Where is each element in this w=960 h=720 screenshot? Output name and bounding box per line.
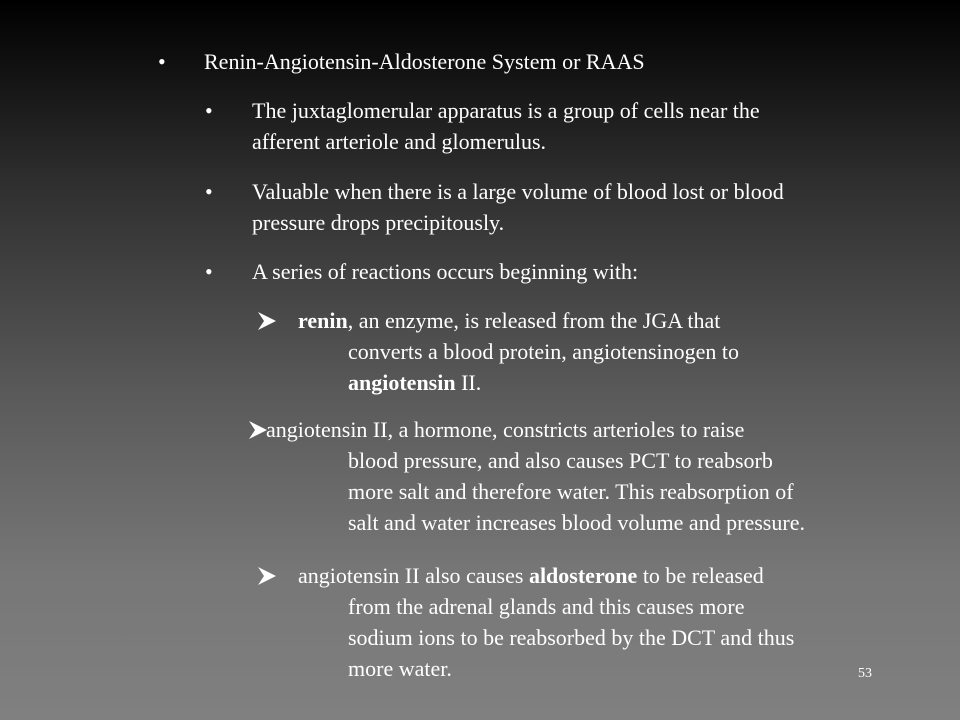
reaction-3-line-1 bbox=[298, 560, 794, 591]
point-1-line-2: afferent arteriole and glomerulus. bbox=[252, 129, 547, 154]
point-1-line-1: The juxtaglomerular apparatus is a group of cells near the bbox=[252, 98, 760, 123]
aldosterone-term: aldosterone bbox=[528, 563, 638, 588]
reaction-1-line-2: converts a blood protein, angiotensinogen to bbox=[348, 339, 740, 364]
reaction-3-line-2: from the adrenal glands and this causes more bbox=[348, 594, 745, 619]
point-1-text bbox=[252, 95, 760, 157]
point-2-line-2: pressure drops precipitously. bbox=[252, 210, 505, 235]
point-2-text bbox=[252, 176, 784, 238]
reaction-2-line-4: salt and water increases blood volume and pressure. bbox=[348, 510, 805, 535]
heading-text bbox=[204, 46, 645, 77]
reaction-2-line-3: more salt and therefore water. This reabsorption of bbox=[348, 479, 794, 504]
reaction-1-text bbox=[298, 305, 739, 398]
reaction-2-line-2: blood pressure, and also causes PCT to reabsorb bbox=[348, 448, 773, 473]
point-3-line-1: A series of reactions occurs beginning with: bbox=[252, 259, 639, 284]
angiotensin-term: angiotensin bbox=[348, 370, 456, 395]
arrow-bullet-icon bbox=[256, 310, 278, 332]
page-number: 53 bbox=[858, 666, 872, 681]
reaction-1-line-3 bbox=[298, 367, 739, 398]
reaction-3-text bbox=[298, 560, 794, 684]
point-1-bullet: • bbox=[205, 98, 213, 123]
reaction-1-line-1 bbox=[298, 305, 739, 336]
reaction-1-line-3-rest: II. bbox=[455, 370, 482, 395]
reaction-3-line-1-post: to be released bbox=[637, 563, 764, 588]
point-2-bullet: • bbox=[205, 179, 213, 204]
reaction-3-line-4: more water. bbox=[348, 656, 452, 681]
arrow-bullet-icon bbox=[256, 565, 278, 587]
point-2-line-1: Valuable when there is a large volume of blood lost or blood bbox=[252, 179, 784, 204]
heading-bullet: • bbox=[158, 49, 166, 74]
point-3-bullet: • bbox=[205, 259, 213, 284]
reaction-3-line-1-pre: angiotensin II also causes bbox=[298, 563, 529, 588]
reaction-3-line-3: sodium ions to be reabsorbed by the DCT and thus bbox=[348, 625, 795, 650]
reaction-2-text bbox=[266, 414, 805, 538]
reaction-2-line-1: angiotensin II, a hormone, constricts arterioles to raise bbox=[266, 417, 745, 442]
renin-term: renin bbox=[298, 308, 348, 333]
reaction-1-line-1-rest: , an enzyme, is released from the JGA that bbox=[347, 308, 721, 333]
heading-line: Renin-Angiotensin-Aldosterone System or RAAS bbox=[204, 49, 645, 74]
point-3-text bbox=[252, 256, 638, 287]
